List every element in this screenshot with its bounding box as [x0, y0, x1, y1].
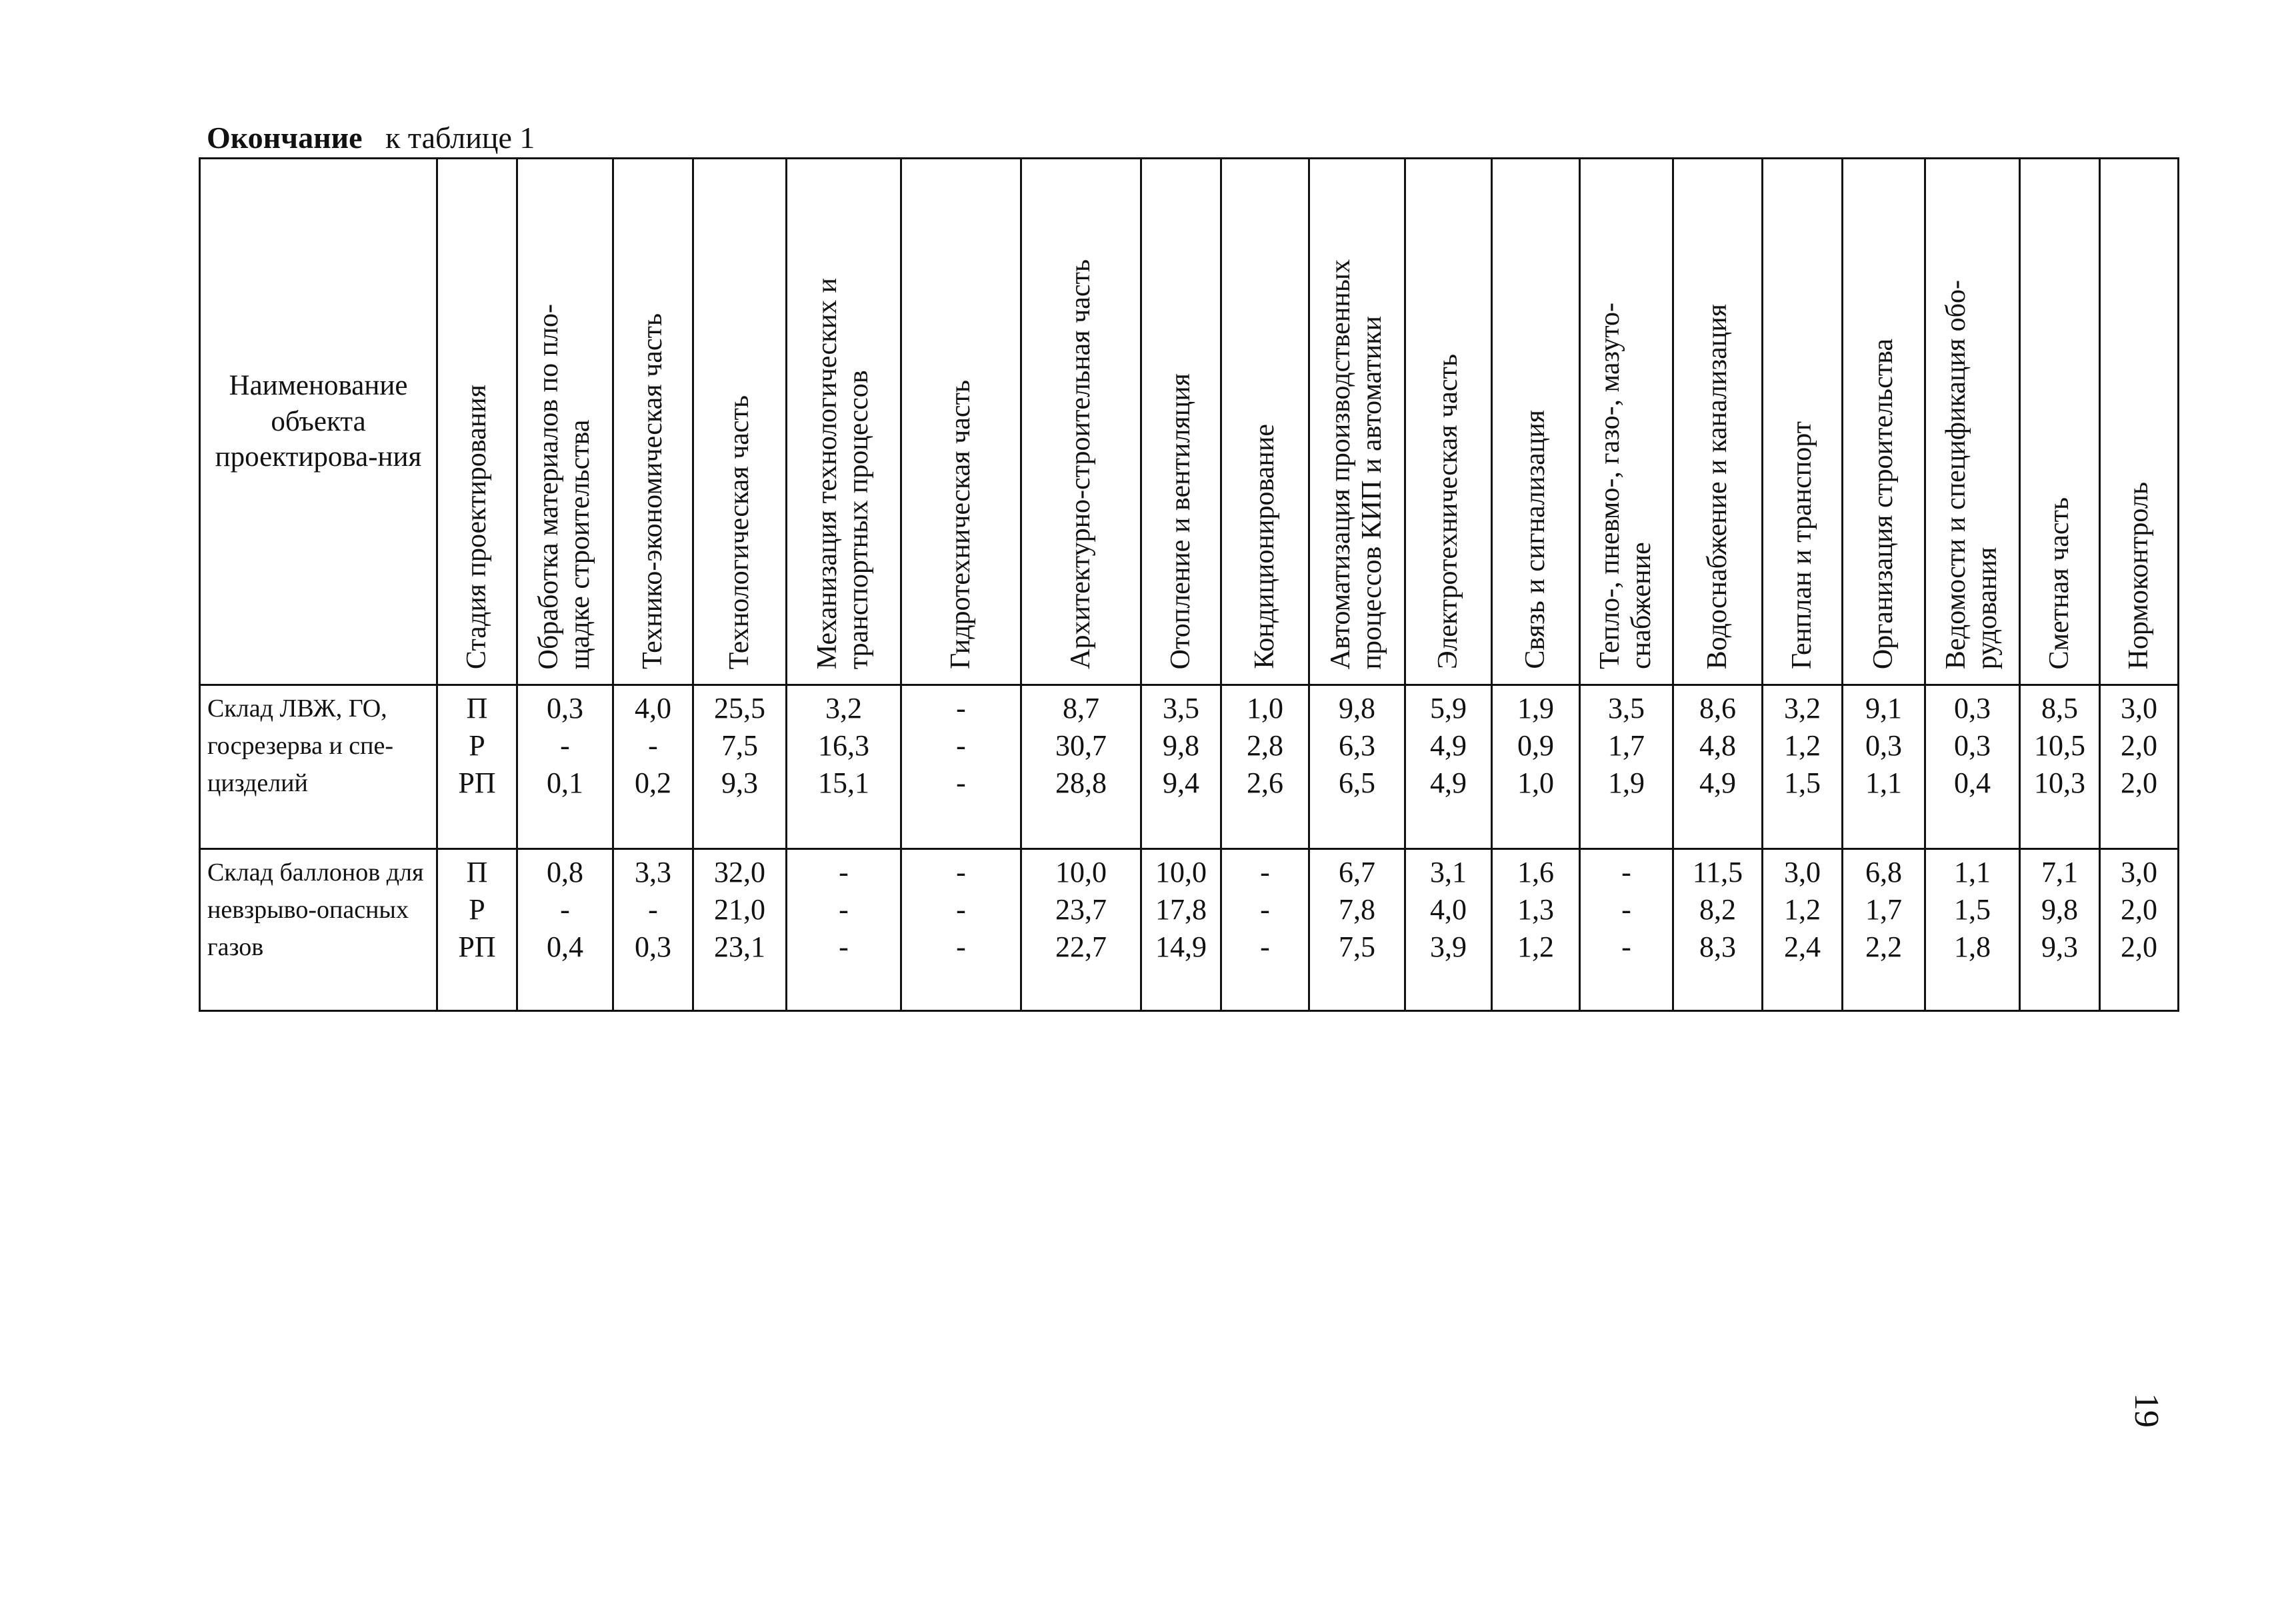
value-cell: 1,6 1,3 1,2: [1492, 849, 1580, 1011]
header-col-label: Отопление и вентиляция: [1165, 373, 1196, 669]
header-col: [2100, 159, 2179, 685]
value-cell: 3,5 9,8 9,4: [1141, 685, 1221, 849]
header-col: [517, 159, 613, 685]
value-cell: 5,9 4,9 4,9: [1405, 685, 1492, 849]
value-cell: 3,5 1,7 1,9: [1580, 685, 1673, 849]
stage-cell: П Р РП: [437, 685, 517, 849]
header-col: [1673, 159, 1763, 685]
stage-cell: П Р РП: [437, 849, 517, 1011]
header-col: [693, 159, 787, 685]
value-cell: 0,3 0,3 0,4: [1925, 685, 2020, 849]
value-cell: 3,0 1,2 2,4: [1763, 849, 1843, 1011]
caption-bold: Окончание: [207, 121, 363, 155]
value-cell: 3,1 4,0 3,9: [1405, 849, 1492, 1011]
value-cell: - - -: [901, 849, 1021, 1011]
header-col: [1309, 159, 1405, 685]
value-cell: 9,1 0,3 1,1: [1843, 685, 1925, 849]
object-name-cell: Склад баллонов для невзрыво-опасных газов: [200, 849, 437, 1011]
header-col-label: Организация строительства: [1867, 338, 1899, 669]
table-caption: [207, 120, 535, 155]
value-cell: 3,0 2,0 2,0: [2100, 685, 2179, 849]
value-cell: 8,5 10,5 10,3: [2020, 685, 2100, 849]
value-cell: 3,2 16,3 15,1: [787, 685, 901, 849]
object-name-cell: Склад ЛВЖ, ГО, госрезерва и спе-цизделий: [200, 685, 437, 849]
value-cell: 8,7 30,7 28,8: [1021, 685, 1141, 849]
header-col-label: Электротехническая часть: [1432, 354, 1463, 669]
value-cell: 3,3 - 0,3: [613, 849, 693, 1011]
header-col: [1843, 159, 1925, 685]
value-cell: 3,2 1,2 1,5: [1763, 685, 1843, 849]
header-col: [1763, 159, 1843, 685]
value-cell: - - -: [901, 685, 1021, 849]
header-col: [1580, 159, 1673, 685]
header-col-label: Связь и сигнализация: [1519, 410, 1551, 669]
value-cell: 11,5 8,2 8,3: [1673, 849, 1763, 1011]
table-row: [200, 849, 2179, 1011]
header-col-label: Сметная часть: [2043, 497, 2075, 669]
value-cell: - - -: [787, 849, 901, 1011]
value-cell: - - -: [1580, 849, 1673, 1011]
page-number: 19: [2127, 1393, 2165, 1428]
value-cell: 8,6 4,8 4,9: [1673, 685, 1763, 849]
value-cell: 6,7 7,8 7,5: [1309, 849, 1405, 1011]
value-cell: 1,1 1,5 1,8: [1925, 849, 2020, 1011]
value-cell: 3,0 2,0 2,0: [2100, 849, 2179, 1011]
header-col-label: Генплан и транспорт: [1786, 421, 1817, 669]
value-cell: 9,8 6,3 6,5: [1309, 685, 1405, 849]
header-stage-label: Стадия проектирования: [461, 384, 492, 669]
header-col: [1405, 159, 1492, 685]
header-col: [613, 159, 693, 685]
header-col-label: Ведомости и спецификация обо- рудования: [1941, 279, 2003, 669]
header-col-label: Нормоконтроль: [2123, 481, 2154, 669]
header-col-label: Водоснабжение и канализация: [1701, 303, 1733, 669]
header-col-label: Гидротехническая часть: [945, 380, 976, 669]
header-col-label: Тепло-, пневмо-, газо-, мазуто- снабжение: [1595, 302, 1657, 669]
value-cell: 25,5 7,5 9,3: [693, 685, 787, 849]
value-cell: 4,0 - 0,2: [613, 685, 693, 849]
header-col: [1141, 159, 1221, 685]
value-cell: 1,0 2,8 2,6: [1221, 685, 1309, 849]
value-cell: - - -: [1221, 849, 1309, 1011]
value-cell: 32,0 21,0 23,1: [693, 849, 787, 1011]
value-cell: 10,0 17,8 14,9: [1141, 849, 1221, 1011]
header-object-name: Наименование объекта проектирова-ния: [200, 159, 437, 685]
header-col-label: Архитектурно-строительная часть: [1065, 259, 1096, 669]
header-col: [2020, 159, 2100, 685]
header-row: [200, 159, 2179, 685]
header-col: [901, 159, 1021, 685]
value-cell: 7,1 9,8 9,3: [2020, 849, 2100, 1011]
caption-rest: к таблице 1: [385, 121, 535, 155]
header-col-label: Автоматизация производственных процессов КИП и автоматики: [1325, 259, 1388, 669]
header-col-label: Кондиционирование: [1249, 424, 1280, 669]
header-stage: [437, 159, 517, 685]
value-cell: 10,0 23,7 22,7: [1021, 849, 1141, 1011]
table-row: [200, 685, 2179, 849]
cost-distribution-table: [199, 157, 2179, 1012]
value-cell: 0,3 - 0,1: [517, 685, 613, 849]
header-col-label: Механизация технологических и транспортных процессов: [812, 277, 875, 669]
value-cell: 6,8 1,7 2,2: [1843, 849, 1925, 1011]
header-col: [787, 159, 901, 685]
value-cell: 0,8 - 0,4: [517, 849, 613, 1011]
value-cell: 1,9 0,9 1,0: [1492, 685, 1580, 849]
header-col-label: Технико-экономическая часть: [637, 313, 668, 669]
header-col-label: Технологическая часть: [723, 395, 755, 669]
header-col: [1221, 159, 1309, 685]
header-col: [1021, 159, 1141, 685]
header-col: [1492, 159, 1580, 685]
header-col-label: Обработка материалов по пло- щадке строительства: [533, 303, 596, 669]
header-col: [1925, 159, 2020, 685]
